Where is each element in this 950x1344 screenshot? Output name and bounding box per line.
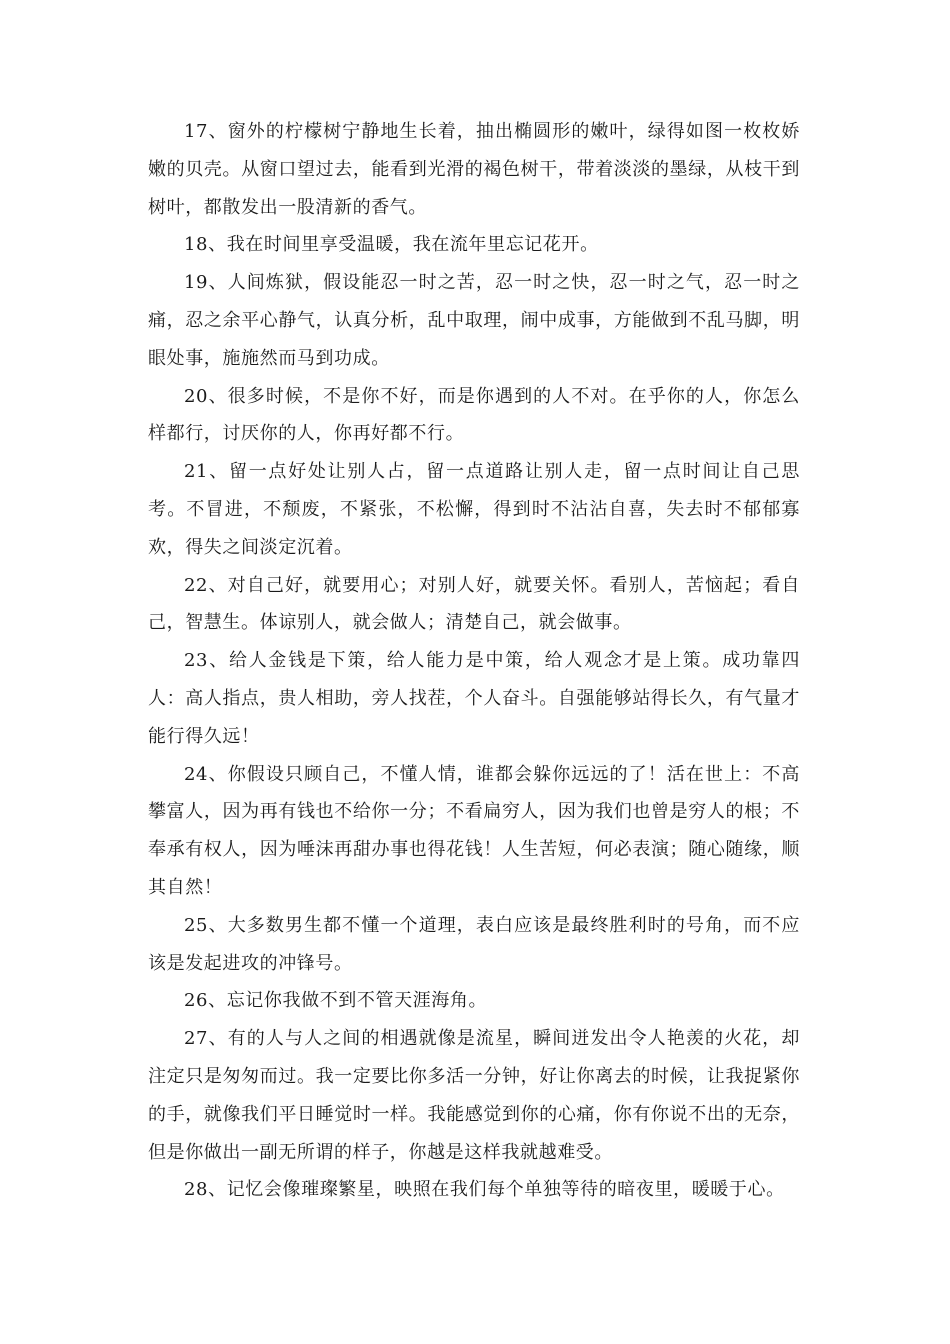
paragraph-23: 23、给人金钱是下策，给人能力是中策，给人观念才是上策。成功靠四人：高人指点，贵人相助，旁人找茬，个人奋斗。自强能够站得长久，有气量才能行得久远！: [148, 650, 800, 747]
paragraph-18: 18、我在时间里享受温暖，我在流年里忘记花开。: [184, 234, 599, 256]
paragraph-28: 28、记忆会像璀璨繁星，映照在我们每个单独等待的暗夜里，暖暖于心。: [184, 1179, 785, 1201]
paragraph-25: 25、大多数男生都不懂一个道理，表白应该是最终胜利时的号角，而不应该是发起进攻的冲锋号。: [148, 914, 800, 974]
paragraph-24: 24、你假设只顾自己，不懂人情，谁都会躲你远远的了！活在世上：不高攀富人，因为再有钱也不给你一分；不看扁穷人，因为我们也曾是穷人的根；不奉承有权人，因为唾沫再甜办事也得花钱！人生苦短，何必表演；随心随缘，顺其自然！: [148, 763, 800, 898]
paragraph-22: 22、对自己好，就要用心；对别人好，就要关怀。看别人，苦恼起；看自己，智慧生。体谅别人，就会做人；清楚自己，就会做事。: [148, 574, 800, 634]
paragraph-21: 21、留一点好处让别人占，留一点道路让别人走，留一点时间让自己思考。不冒进，不颓废，不紧张，不松懈，得到时不沾沾自喜，失去时不郁郁寡欢，得失之间淡定沉着。: [148, 461, 800, 558]
paragraph-19: 19、人间炼狱，假设能忍一时之苦，忍一时之快，忍一时之气，忍一时之痛，忍之余平心静气，认真分析，乱中取理，闹中成事，方能做到不乱马脚，明眼处事，施施然而马到功成。: [148, 272, 800, 369]
paragraph-27: 27、有的人与人之间的相遇就像是流星，瞬间迸发出令人艳羡的火花，却注定只是匆匆而过。我一定要比你多活一分钟，好让你离去的时候，让我捉紧你的手，就像我们平日睡觉时一样。我能感觉到你的心痛，你有你说不出的无奈，但是你做出一副无所谓的样子，你越是这样我就越难受。: [148, 1028, 800, 1163]
document-page: [148, 113, 800, 1209]
paragraph-20: 20、很多时候，不是你不好，而是你遇到的人不对。在乎你的人，你怎么样都行，讨厌你的人，你再好都不行。: [148, 385, 800, 445]
paragraph-26: 26、忘记你我做不到不管天涯海角。: [184, 990, 488, 1012]
paragraph-17: 17、窗外的柠檬树宁静地生长着，抽出椭圆形的嫩叶，绿得如图一枚枚娇嫩的贝壳。从窗口望过去，能看到光滑的褐色树干，带着淡淡的墨绿，从枝干到树叶，都散发出一股清新的香气。: [148, 121, 800, 218]
